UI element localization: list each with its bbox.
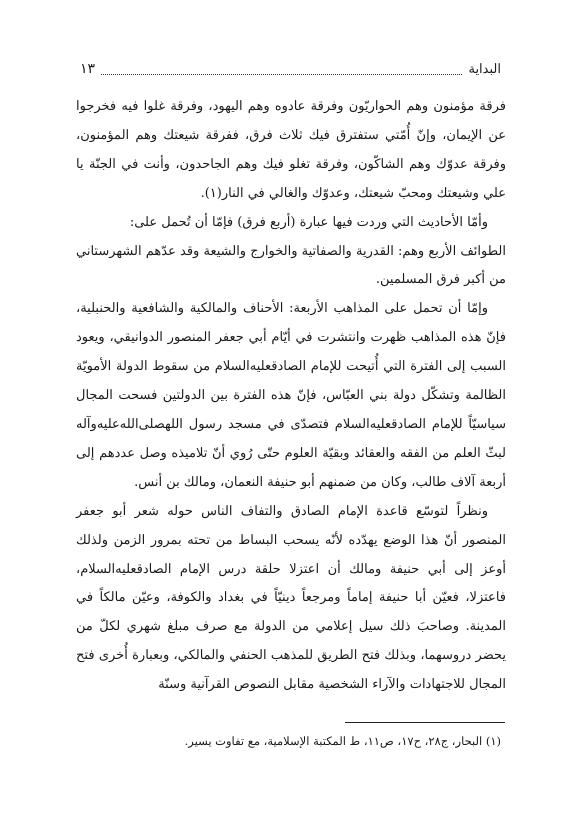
paragraph: وإمّا أن تحمل على المذاهب الأربعة: الأحناف والمالكية والشافعية والحنبلية، فإنّ هذه المذاهب ظهرت وانتشرت في أيّام أبي جعفر المنصور الدوانيقي، ويعود السبب إلى الفترة التي أُتيحت للإمام الصادقعليه‌السلام من سقوط الدولة الأمويّة الظالمة وتشكّل دولة بني العبّاس، فإنّ هذه الفترة بين الدولتين فسحت المجال سياسيّاً للإمام الصادقعليه‌السلام فتصدّى في مسجد رسول اللهصلى‌الله‌عليه‌وآله لبثّ العلم من الفقه والعقائد وبقيّة العلوم حتّى رُوي أنّ تلاميذه وصل عددهم إلى أربعة آلاف طالب، وكان من ضمنهم أبو حنيفة النعمان، ومالك بن أنس. — [76, 301, 506, 490]
paragraph: فرقة مؤمنون وهم الحواريّون وفرقة عادوه وهم اليهود، وفرقة غلوا فيه فخرجوا عن الإيمان، وإنّ أُمّتي ستفترق فيك ثلاث فرق، ففرقة شيعتك وهم المؤمنون، وفرقة عدوّك وهم الشاكّون، وفرقة تغلو فيك وهم الجاحدون، وأنت في الجنّة يا علي وشيعتك ومحبّ شيعتك، وعدوّك والغالي في النار(١). — [76, 99, 506, 201]
paragraph: وأمّا الأحاديث التي وردت فيها عبارة (أربع فرق) فإمّا أن تُحمل على: — [129, 214, 488, 230]
chapter-title: البداية — [468, 61, 501, 77]
paragraph: ونظراً لتوسّع قاعدة الإمام الصادق والتفاف الناس حوله شعر أبو جعفر المنصور أنّ هذا الوضع يهدّده لأنّه يسحب البساط من تحته بمرور الزمن ولذلك أوعز إلى أبي حنيفة ومالك أن اعتزلا حلقة درس الإمام الصادقعليه‌السلام، فاعتزلا، فعيّن أبا حنيفة إماماً ومرجعاً دينيّاً في بغداد والكوفة، وعيّن مالكاً في المدينة. وصاحبَ ذلك سيل إعلامي من الدولة مع صرف مبلغ شهري لكلّ من يحضر دروسهما، وبذلك فتح الطريق للمذهب الحنفي والمالكي، وبعبارة أُخرى فتح المجال للاجتهادات والآراء الشخصية مقابل النصوص القرآنية وسنّة — [76, 503, 506, 693]
running-header — [80, 58, 501, 80]
body-text — [76, 93, 506, 700]
footnote-separator — [345, 722, 505, 723]
footnote: (١) البحار، ج٢٨، ح١٧، ص١١، ط المكتبة الإسلامية، مع تفاوت يسير. — [184, 734, 501, 748]
header-dot-leader — [101, 64, 462, 75]
page-number: ١٣ — [80, 61, 96, 77]
paragraph: الطوائف الأربع وهم: القدرية والصفاتية والخوارج والشيعة وقد عدّهم الشهرستاني من أكبر فرق المسلمين. — [76, 243, 506, 288]
